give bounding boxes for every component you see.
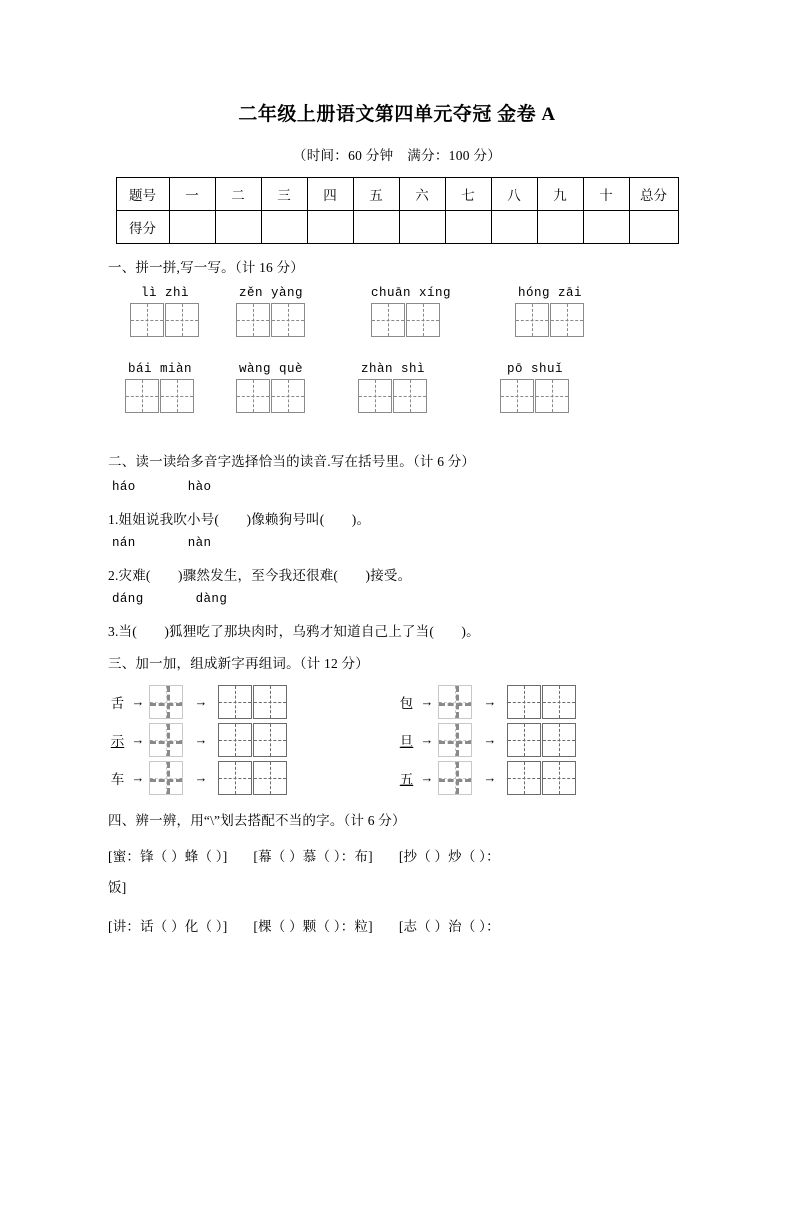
exam-subtitle: （时间：60 分钟 满分：100 分） bbox=[292, 147, 502, 163]
reading-option-b: dàng bbox=[195, 592, 228, 607]
pinyin-group bbox=[236, 362, 306, 413]
score-table-container bbox=[108, 177, 686, 244]
score-cell[interactable] bbox=[215, 210, 261, 243]
score-table-row-label: 题号 bbox=[116, 177, 169, 210]
add-row bbox=[108, 683, 397, 721]
tianzige-pair[interactable] bbox=[125, 379, 195, 413]
score-cell-total[interactable] bbox=[629, 210, 678, 243]
add-column-right bbox=[397, 683, 686, 797]
score-table-col-6: 六 bbox=[399, 177, 445, 210]
section-3-heading: 三、加一加，组成新字再组词。（计 12 分） bbox=[108, 656, 369, 672]
score-table-col-7: 七 bbox=[445, 177, 491, 210]
arrow-icon: → bbox=[420, 694, 434, 710]
pinyin-label: wàng què bbox=[238, 362, 303, 377]
tianzige-cell[interactable] bbox=[500, 379, 534, 413]
word-box[interactable] bbox=[507, 723, 541, 757]
score-table-col-3: 三 bbox=[261, 177, 307, 210]
word-box[interactable] bbox=[507, 761, 541, 795]
tianzige-cell[interactable] bbox=[515, 303, 549, 337]
polyphone-readings bbox=[108, 536, 686, 550]
base-character: 舌 bbox=[110, 695, 125, 711]
reading-option-b: nàn bbox=[187, 536, 212, 551]
arrow-icon: → bbox=[194, 770, 208, 786]
reading-option-a: dáng bbox=[112, 592, 144, 607]
pinyin-label: hóng zāi bbox=[517, 286, 582, 301]
new-character-box[interactable] bbox=[438, 723, 472, 757]
pinyin-group bbox=[371, 286, 451, 337]
distinguish-group[interactable]: [讲：话（ ）化（ ）] bbox=[108, 918, 228, 934]
tianzige-cell[interactable] bbox=[236, 379, 270, 413]
score-cell[interactable] bbox=[445, 210, 491, 243]
distinguish-group[interactable]: [蜜：锋（ ）蜂（ ）] bbox=[108, 848, 228, 864]
word-box[interactable] bbox=[218, 761, 252, 795]
score-cell[interactable] bbox=[353, 210, 399, 243]
tianzige-cell[interactable] bbox=[130, 303, 164, 337]
new-character-box[interactable] bbox=[149, 685, 183, 719]
score-cell[interactable] bbox=[399, 210, 445, 243]
add-row bbox=[108, 721, 397, 759]
score-table-col-2: 二 bbox=[215, 177, 261, 210]
tianzige-pair[interactable] bbox=[236, 303, 306, 337]
pinyin-label: chuān xíng bbox=[371, 286, 452, 301]
new-character-box[interactable] bbox=[438, 685, 472, 719]
tianzige-cell[interactable] bbox=[271, 303, 305, 337]
base-character: 示 bbox=[110, 733, 125, 749]
reading-option-a: nán bbox=[112, 536, 136, 551]
pinyin-row-2 bbox=[108, 362, 686, 438]
score-table-col-8: 八 bbox=[491, 177, 537, 210]
score-table-col-total: 总分 bbox=[629, 177, 678, 210]
tianzige-pair[interactable] bbox=[371, 303, 451, 337]
pinyin-writing-block bbox=[108, 286, 686, 438]
page-title: 二年级上册语文第四单元夺冠 金卷 A bbox=[238, 104, 556, 125]
add-row bbox=[397, 721, 686, 759]
polyphone-sentence[interactable]: 1.姐姐说我吹小号( )像赖狗号叫( )。 bbox=[108, 512, 371, 528]
word-box[interactable] bbox=[507, 685, 541, 719]
tianzige-pair[interactable] bbox=[515, 303, 585, 337]
arrow-icon: → bbox=[131, 694, 145, 710]
score-table-col-9: 九 bbox=[537, 177, 583, 210]
arrow-icon: → bbox=[483, 770, 497, 786]
tianzige-pair[interactable] bbox=[500, 379, 570, 413]
word-box[interactable] bbox=[542, 685, 576, 719]
add-column-left bbox=[108, 683, 397, 797]
distinguish-line-2 bbox=[108, 915, 686, 940]
table-row bbox=[116, 177, 678, 210]
word-box[interactable] bbox=[542, 761, 576, 795]
add-row bbox=[397, 759, 686, 797]
tianzige-cell[interactable] bbox=[236, 303, 270, 337]
word-box[interactable] bbox=[253, 761, 287, 795]
tianzige-cell[interactable] bbox=[271, 379, 305, 413]
tianzige-cell[interactable] bbox=[160, 379, 194, 413]
new-character-box[interactable] bbox=[149, 723, 183, 757]
score-cell[interactable] bbox=[261, 210, 307, 243]
arrow-icon: → bbox=[131, 732, 145, 748]
score-cell[interactable] bbox=[537, 210, 583, 243]
pinyin-label: bái miàn bbox=[127, 362, 192, 377]
tianzige-cell[interactable] bbox=[371, 303, 405, 337]
distinguish-line-1-wrap bbox=[108, 876, 686, 901]
distinguish-line-1 bbox=[108, 845, 686, 870]
word-box[interactable] bbox=[542, 723, 576, 757]
pinyin-label: lì zhì bbox=[140, 286, 189, 301]
arrow-icon: → bbox=[194, 694, 208, 710]
new-character-box[interactable] bbox=[438, 761, 472, 795]
reading-option-b: hào bbox=[187, 480, 212, 495]
score-table-col-4: 四 bbox=[307, 177, 353, 210]
score-cell[interactable] bbox=[583, 210, 629, 243]
polyphone-item-2 bbox=[108, 536, 686, 584]
distinguish-group[interactable]: [棵（ ）颗（ ）：粒] bbox=[253, 918, 373, 934]
section-2-heading: 二、读一读给多音字选择恰当的读音.写在括号里。（计 6 分） bbox=[108, 454, 476, 470]
base-character: 车 bbox=[110, 771, 125, 787]
section-1-heading: 一、拼一拼,写一写。（计 16 分） bbox=[108, 259, 304, 275]
word-box[interactable] bbox=[218, 723, 252, 757]
arrow-icon: → bbox=[194, 732, 208, 748]
score-table bbox=[116, 177, 679, 244]
section-4-heading: 四、辨一辨，用“\”划去搭配不当的字。（计 6 分） bbox=[108, 812, 406, 828]
add-row bbox=[108, 759, 397, 797]
pinyin-group bbox=[500, 362, 570, 413]
score-table-col-10: 十 bbox=[583, 177, 629, 210]
table-row bbox=[116, 210, 678, 243]
tianzige-pair[interactable] bbox=[358, 379, 428, 413]
base-character: 五 bbox=[399, 771, 414, 787]
distinguish-group-continuation[interactable]: 饭] bbox=[108, 879, 127, 895]
polyphone-readings bbox=[108, 592, 686, 606]
score-table-row-label: 得分 bbox=[116, 210, 169, 243]
score-cell[interactable] bbox=[307, 210, 353, 243]
exam-page bbox=[0, 104, 794, 1227]
distinguish-group[interactable]: [抄（ ）炒（ ）： bbox=[398, 848, 500, 864]
tianzige-cell[interactable] bbox=[165, 303, 199, 337]
score-table-col-5: 五 bbox=[353, 177, 399, 210]
tianzige-cell[interactable] bbox=[393, 379, 427, 413]
tianzige-cell[interactable] bbox=[125, 379, 159, 413]
tianzige-cell[interactable] bbox=[358, 379, 392, 413]
tianzige-cell[interactable] bbox=[406, 303, 440, 337]
add-component-grid bbox=[108, 683, 686, 797]
arrow-icon: → bbox=[131, 770, 145, 786]
base-character: 旦 bbox=[399, 733, 414, 749]
pinyin-label: zěn yàng bbox=[238, 286, 303, 301]
new-character-box[interactable] bbox=[149, 761, 183, 795]
arrow-icon: → bbox=[483, 732, 497, 748]
word-box[interactable] bbox=[218, 685, 252, 719]
tianzige-pair[interactable] bbox=[236, 379, 306, 413]
pinyin-group bbox=[125, 362, 195, 413]
polyphone-sentence[interactable]: 3.当( )狐狸吃了那块肉时，乌鸦才知道自己上了当( )。 bbox=[108, 624, 480, 640]
pinyin-group bbox=[236, 286, 306, 337]
polyphone-item-1 bbox=[108, 480, 686, 528]
pinyin-label: zhàn shì bbox=[360, 362, 425, 377]
polyphone-readings bbox=[108, 480, 686, 494]
tianzige-cell[interactable] bbox=[535, 379, 569, 413]
polyphone-sentence[interactable]: 2.灾难( )骤然发生，至今我还很难( )接受。 bbox=[108, 568, 412, 584]
tianzige-pair[interactable] bbox=[130, 303, 200, 337]
score-cell[interactable] bbox=[491, 210, 537, 243]
arrow-icon: → bbox=[420, 732, 434, 748]
word-box[interactable] bbox=[253, 685, 287, 719]
arrow-icon: → bbox=[420, 770, 434, 786]
pinyin-group bbox=[130, 286, 200, 337]
reading-option-a: háo bbox=[112, 480, 136, 495]
arrow-icon: → bbox=[483, 694, 497, 710]
polyphone-item-3 bbox=[108, 592, 686, 640]
pinyin-label: pō shuǐ bbox=[506, 362, 563, 377]
distinguish-group[interactable]: [幕（ ）慕（ ）：布] bbox=[253, 848, 373, 864]
pinyin-group bbox=[515, 286, 585, 337]
pinyin-group bbox=[358, 362, 428, 413]
word-box[interactable] bbox=[253, 723, 287, 757]
distinguish-group[interactable]: [志（ ）治（ ）： bbox=[398, 918, 500, 934]
score-table-col-1: 一 bbox=[169, 177, 215, 210]
add-row bbox=[397, 683, 686, 721]
score-cell[interactable] bbox=[169, 210, 215, 243]
pinyin-row-1 bbox=[108, 286, 686, 362]
base-character: 包 bbox=[399, 695, 414, 711]
tianzige-cell[interactable] bbox=[550, 303, 584, 337]
